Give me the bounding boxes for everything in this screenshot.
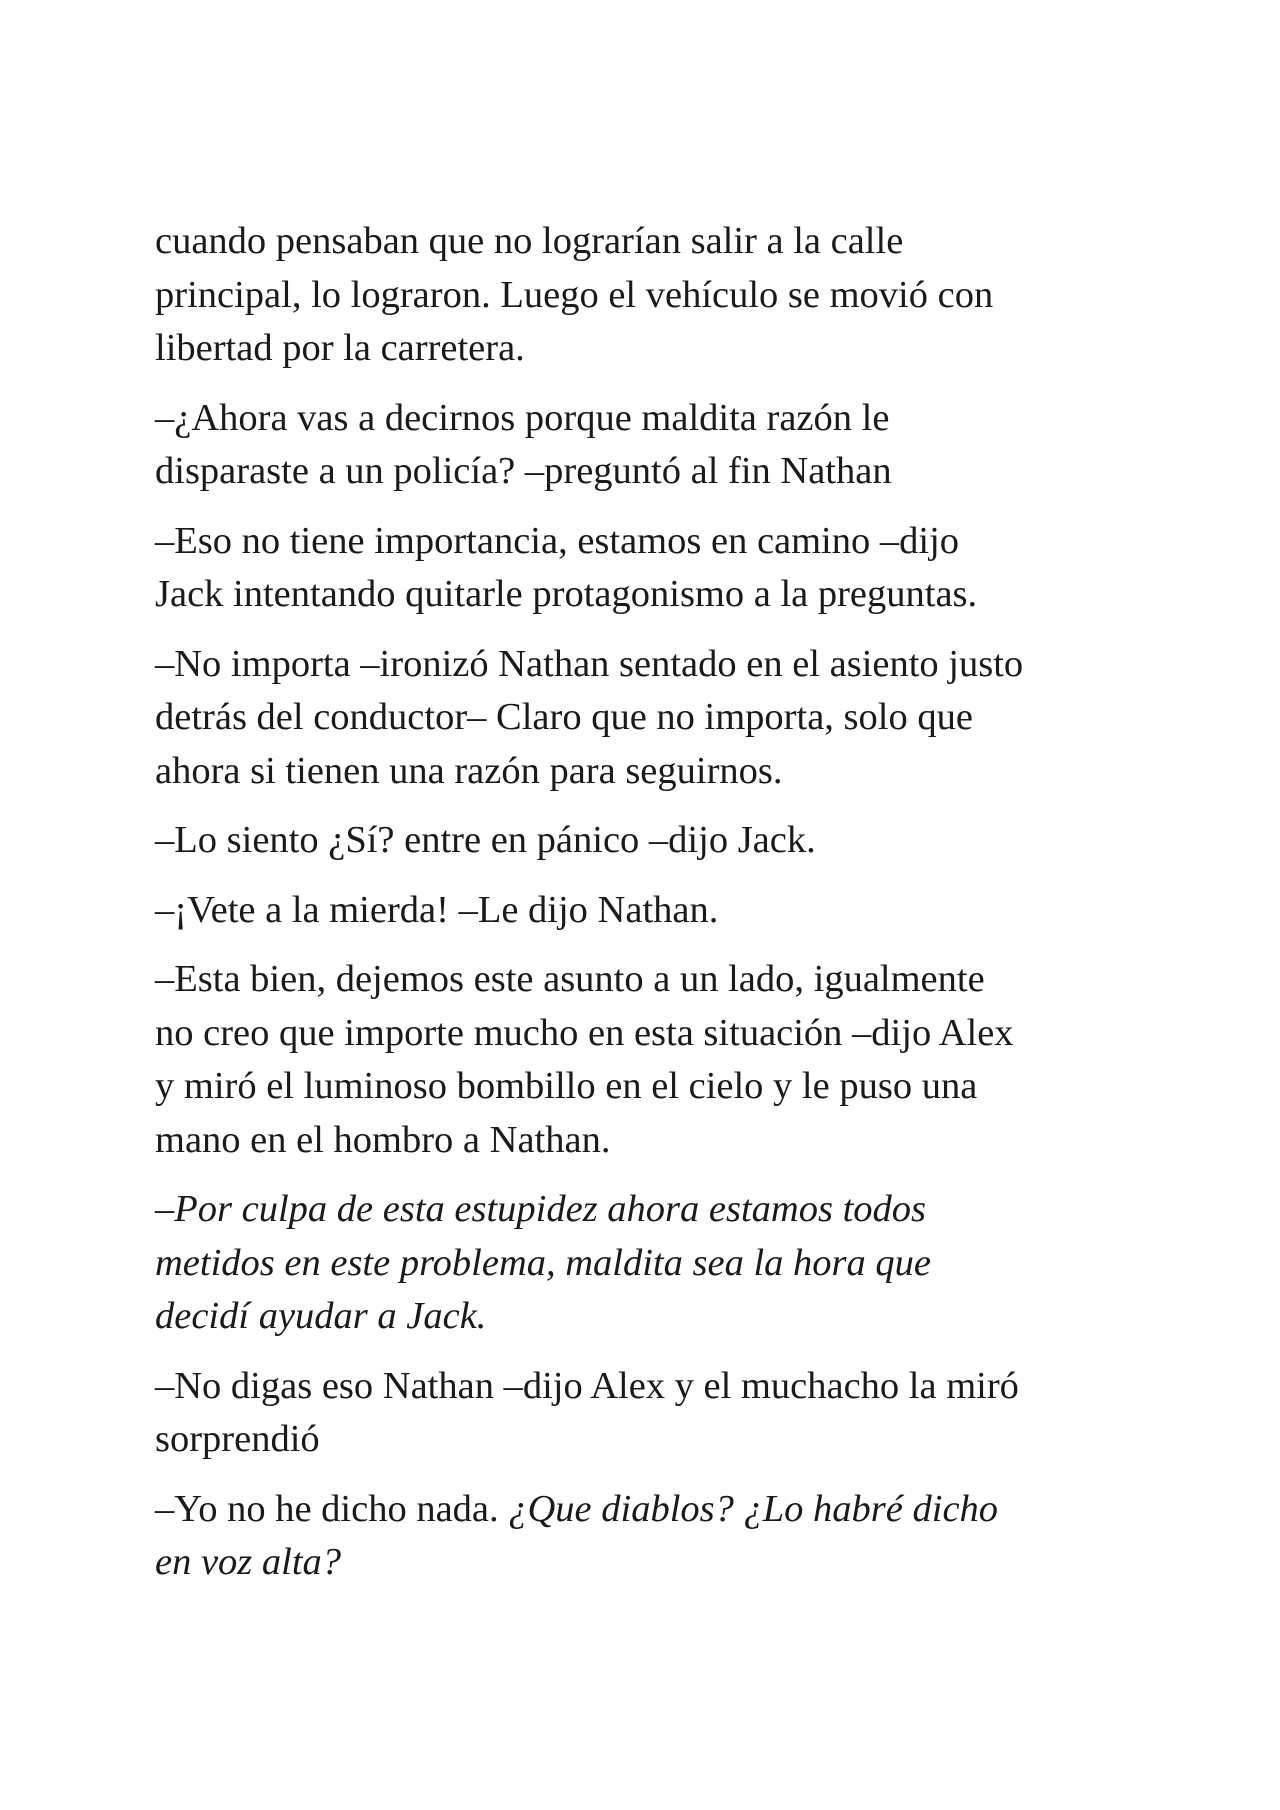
page-body-text	[155, 215, 1155, 1606]
text-line: sorprendió	[155, 1418, 320, 1460]
paragraph-7	[155, 953, 1155, 1167]
text-line: y miró el luminoso bombillo en el cielo y le puso una	[155, 1065, 978, 1107]
text-line: –¿Ahora vas a decirnos porque maldita razón le	[155, 396, 890, 439]
text-line: –¡Vete a la mierda! –Le dijo Nathan.	[155, 888, 719, 931]
text-line: detrás del conductor– Claro que no importa, solo que	[155, 696, 973, 738]
text-line: –No importa –ironizó Nathan sentado en el asiento justo	[155, 642, 1024, 685]
text-italic-thought: ¿Que diablos? ¿Lo habré dicho	[508, 1487, 999, 1530]
text-line: decidí ayudar a Jack.	[155, 1295, 487, 1337]
text-line: –Lo siento ¿Sí? entre en pánico –dijo Jack.	[155, 819, 816, 861]
paragraph-1	[155, 215, 1155, 376]
text-line: –Esta bien, dejemos este asunto a un lado, igualmente	[155, 958, 985, 1000]
text-line: no creo que importe mucho en esta situación –dijo Alex	[155, 1011, 1014, 1054]
text-line: metidos en este problema, maldita sea la hora que	[155, 1241, 931, 1284]
text-line: cuando pensaban que no lograrían salir a la calle	[155, 220, 904, 262]
text-line: –Por culpa de esta estupidez ahora estamos todos	[155, 1188, 927, 1230]
paragraph-8-italic-thought	[155, 1183, 1155, 1344]
text-roman: –Yo no he dicho nada.	[155, 1487, 509, 1530]
paragraph-4	[155, 638, 1155, 799]
text-line: libertad por la carretera.	[155, 327, 525, 369]
text-line: en voz alta?	[155, 1541, 342, 1583]
paragraph-10	[155, 1483, 1155, 1590]
text-line: Jack intentando quitarle protagonismo a la preguntas.	[155, 573, 978, 615]
text-line: principal, lo lograron. Luego el vehículo se movió con	[155, 273, 994, 316]
text-line	[155, 1483, 1155, 1537]
text-line: disparaste a un policía? –preguntó al fin Nathan	[155, 450, 892, 492]
paragraph-3	[155, 515, 1155, 622]
text-line: –No digas eso Nathan –dijo Alex y el muchacho la miró	[155, 1364, 1019, 1407]
text-line: –Eso no tiene importancia, estamos en camino –dijo	[155, 519, 960, 562]
paragraph-9	[155, 1360, 1155, 1467]
paragraph-5	[155, 814, 1155, 868]
text-line: ahora si tienen una razón para seguirnos.	[155, 749, 783, 792]
paragraph-6	[155, 884, 1155, 938]
paragraph-2	[155, 392, 1155, 499]
text-line: mano en el hombro a Nathan.	[155, 1118, 611, 1161]
